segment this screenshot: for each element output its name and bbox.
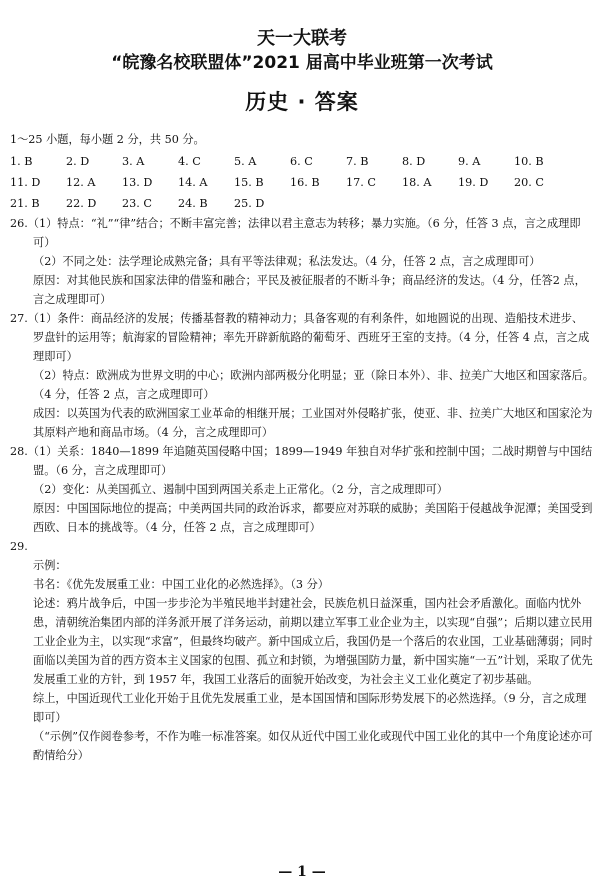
q28-part2: （2）变化：从美国孤立、遏制中国到两国关系走上正常化。（2 分，言之成理即可） xyxy=(33,483,448,496)
answer-cell: 18. A xyxy=(402,176,432,189)
q26-reason: 原因：对其他民族和国家法律的借鉴和融合；平民及被征服者的不断斗争；商品经济的发达。（4 分，任答2 点，言之成理即可） xyxy=(33,274,586,306)
exam-title: “皖豫名校联盟体”2021 届高中毕业班第一次考试 xyxy=(111,53,493,73)
q26-part1: 26.（1）特点：“礼”“律”结合；不断丰富完善；法律以君主意志为转移；暴力实施。（6 分，任答 3 点，言之成理即可） xyxy=(10,217,581,249)
answer-row xyxy=(10,172,594,193)
answer-cell: 24. B xyxy=(178,197,208,210)
answer-cell: 11. D xyxy=(10,176,41,189)
answer-cell: 6. C xyxy=(290,155,313,168)
answer-cell: 8. D xyxy=(402,155,426,168)
answer-row xyxy=(10,151,594,172)
answer-content xyxy=(10,130,594,765)
answer-cell: 2. D xyxy=(66,155,90,168)
q29-summary: 综上，中国近现代工业化开始于且优先发展重工业，是本国国情和国际形势发展下的必然选择。（9 分，言之成理即可） xyxy=(33,692,587,724)
choice-intro: 1～25 小题，每小题 2 分，共 50 分。 xyxy=(10,133,205,146)
answer-cell: 19. D xyxy=(458,176,489,189)
answer-cell: 21. B xyxy=(10,197,40,210)
answer-cell: 17. C xyxy=(346,176,376,189)
answer-cell: 20. C xyxy=(514,176,544,189)
answer-row xyxy=(10,193,594,214)
q27-part1: 27.（1）条件：商品经济的发展；传播基督教的精神动力；具备客观的有利条件，如地圆说的出现、造船技术进步、罗盘针的运用等；航海家的冒险精神；率先开辟新航路的葡萄牙、西班牙王室的支持。（4 分，任答 4 点，言之成理即可） xyxy=(10,312,590,363)
q29-note: （“示例”仅作阅卷参考，不作为唯一标准答案。如仅从近代中国工业化或现代中国工业化的其中一个角度论述亦可酌情给分） xyxy=(33,730,593,762)
q28-reason: 原因：中国国际地位的提高；中美两国共同的政治诉求，都要应对苏联的威胁；美国陷于侵越战争泥潭；美国受到西欧、日本的挑战等。（4 分，任答 2 点，言之成理即可） xyxy=(33,502,593,534)
q29-label: 29. xyxy=(10,540,28,553)
answer-cell: 23. C xyxy=(122,197,152,210)
q29-argument: 论述：鸦片战争后，中国一步步沦为半殖民地半封建社会，民族危机日益深重，国内社会矛盾激化。面临内忧外患，清朝统治集团内部的洋务派开展了洋务运动，前期以建立军事工业企业为主，以实现“自强”；后期以建立民用工业企业为主，以实现“求富”，但最终均破产。新中国成立后，我国仍是一个落后的农业国，工业基础薄弱；同时面临以美国为首的西方资本主义国家的包围、孤立和封锁，为增强国防力量，新中国实施“一五”计划，采取了优先发展重工业的方针，到 1957 年，我国工业落后的面貌开始改变，为社会主义工业化奠定了初步基础。 xyxy=(33,597,593,686)
q29-book-title: 书名：《优先发展重工业：中国工业化的必然选择》。（3 分） xyxy=(33,578,329,591)
q28-part1: 28.（1）关系：1840—1899 年追随英国侵略中国；1899—1949 年独自对华扩张和控制中国；二战时期曾与中国结盟。（6 分，言之成理即可） xyxy=(10,445,593,477)
q29-example-label: 示例： xyxy=(33,559,67,572)
answer-cell: 10. B xyxy=(514,155,544,168)
subject-title: 历史 · 答案 xyxy=(245,90,359,114)
answer-cell: 9. A xyxy=(458,155,481,168)
q26-part2: （2）不同之处：法学理论成熟完备；具有平等法律观；私法发达。（4 分，任答 2 点，言之成理即可） xyxy=(33,255,541,268)
answer-cell: 16. B xyxy=(290,176,320,189)
exam-organizer-title: 天一大联考 xyxy=(257,28,347,49)
answer-cell: 12. A xyxy=(66,176,96,189)
answer-cell: 3. A xyxy=(122,155,145,168)
answer-cell: 7. B xyxy=(346,155,369,168)
answer-cell: 22. D xyxy=(66,197,97,210)
q27-cause: 成因：以英国为代表的欧洲国家工业革命的相继开展；工业国对外侵略扩张，使亚、非、拉美广大地区和国家沦为其原料产地和商品市场。（4 分，言之成理即可） xyxy=(33,407,593,439)
choice-answer-grid xyxy=(10,151,594,214)
answer-cell: 1. B xyxy=(10,155,33,168)
answer-cell: 14. A xyxy=(178,176,208,189)
answer-cell: 15. B xyxy=(234,176,264,189)
page-number: — 1 — xyxy=(278,864,326,880)
answer-cell: 25. D xyxy=(234,197,265,210)
answer-cell: 5. A xyxy=(234,155,257,168)
q27-part2: （2）特点：欧洲成为世界文明的中心；欧洲内部两极分化明显；亚（除日本外）、非、拉美广大地区和国家落后。（4 分，任答 2 点，言之成理即可） xyxy=(33,369,594,401)
answer-cell: 13. D xyxy=(122,176,153,189)
answer-cell: 4. C xyxy=(178,155,201,168)
